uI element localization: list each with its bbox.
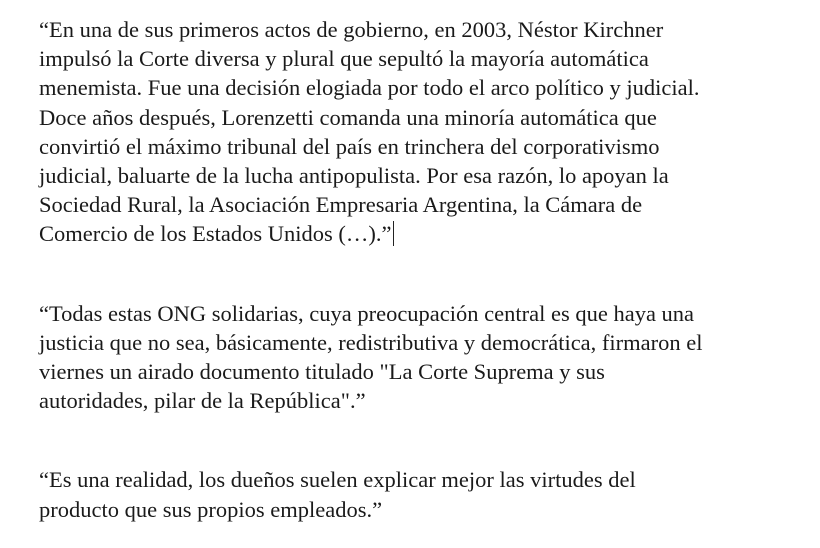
text-line: “Todas estas ONG solidarias, cuya preocupación central es que haya una: [39, 300, 695, 326]
text-line: Comercio de los Estados Unidos (…).”: [39, 221, 392, 247]
text-line: convirtió el máximo tribunal del país en trinchera del corporativismo: [39, 133, 660, 159]
text-line: Doce años después, Lorenzetti comanda una minoría automática que: [39, 104, 657, 130]
text-line: justicia que no sea, básicamente, redistributiva y democrática, firmaron el: [39, 329, 703, 355]
text-line-with-caret: [39, 219, 809, 248]
text-line: producto que sus propios empleados.”: [39, 496, 383, 522]
text-cursor: [393, 221, 394, 246]
text-line: autoridades, pilar de la República".”: [39, 388, 366, 414]
quote-paragraph[interactable]: [39, 15, 809, 249]
quote-paragraph[interactable]: [39, 465, 809, 523]
text-line: viernes un airado documento titulado "La Corte Suprema y sus: [39, 359, 605, 385]
text-line: menemista. Fue una decisión elogiada por todo el arco político y judicial.: [39, 75, 700, 101]
text-line: “En una de sus primeros actos de gobierno, en 2003, Néstor Kirchner: [39, 17, 664, 42]
text-line: Sociedad Rural, la Asociación Empresaria Argentina, la Cámara de: [39, 192, 643, 218]
quote-paragraph[interactable]: [39, 299, 809, 416]
document-page: [39, 15, 809, 524]
text-line: “Es una realidad, los dueños suelen explicar mejor las virtudes del: [39, 467, 636, 493]
text-line: impulsó la Corte diversa y plural que sepultó la mayoría automática: [39, 46, 649, 72]
text-line: judicial, baluarte de la lucha antipopulista. Por esa razón, lo apoyan la: [39, 163, 669, 189]
